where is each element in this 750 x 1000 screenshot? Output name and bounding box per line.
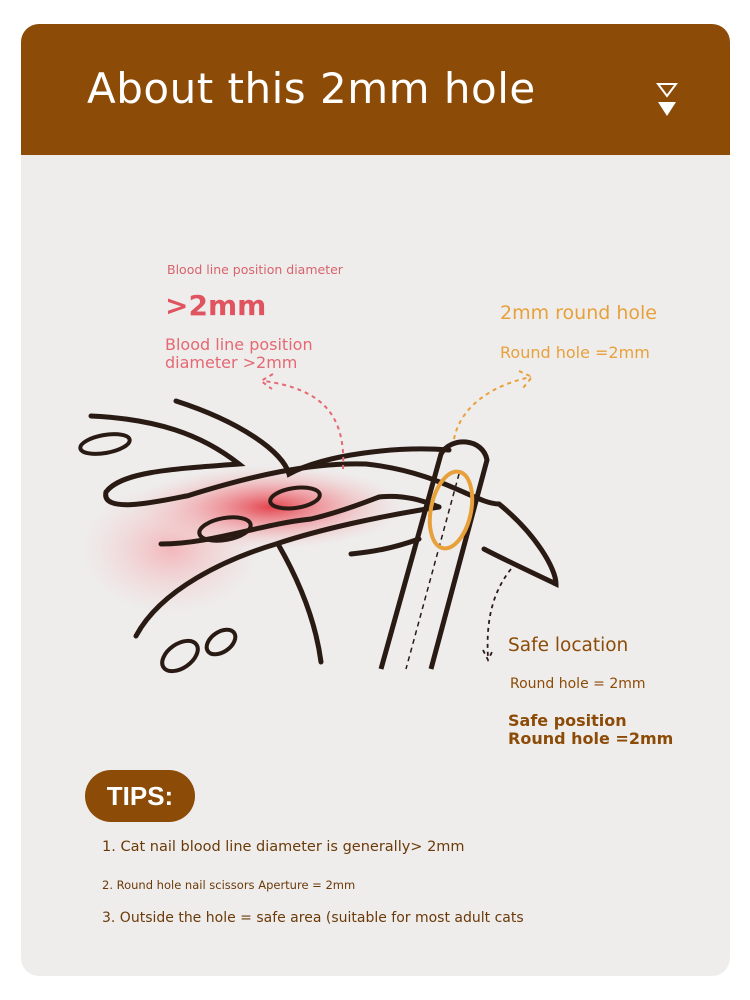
page-title: About this 2mm hole <box>87 64 536 113</box>
blood-line-glow <box>81 465 406 614</box>
safe-location-value: Round hole = 2mm <box>510 676 646 692</box>
tips-badge: TIPS: <box>85 770 195 822</box>
tip-item-3: 3. Outside the hole = safe area (suitable for most adult cats <box>102 910 524 926</box>
nail-illustration <box>21 24 730 976</box>
tip-item-2: 2. Round hole nail scissors Aperture = 2mm <box>102 878 356 892</box>
safe-position-line2: Round hole =2mm <box>508 729 674 748</box>
round-hole-arrow <box>454 371 532 439</box>
blood-line-desc-line1: Blood line position <box>165 335 313 354</box>
safe-position-line1: Safe position <box>508 711 627 730</box>
safe-location-arrow <box>483 569 511 660</box>
blood-line-big-label: >2mm <box>165 289 267 322</box>
blood-line-small-label: Blood line position diameter <box>167 262 343 277</box>
round-hole-title: 2mm round hole <box>500 302 657 324</box>
blood-line-desc-line2: diameter >2mm <box>165 353 298 372</box>
scissor-blade <box>381 442 487 669</box>
info-card <box>21 24 730 976</box>
safe-location-title: Safe location <box>508 635 629 656</box>
round-hole-value: Round hole =2mm <box>500 343 650 362</box>
tip-item-1: 1. Cat nail blood line diameter is generally> 2mm <box>102 839 465 855</box>
